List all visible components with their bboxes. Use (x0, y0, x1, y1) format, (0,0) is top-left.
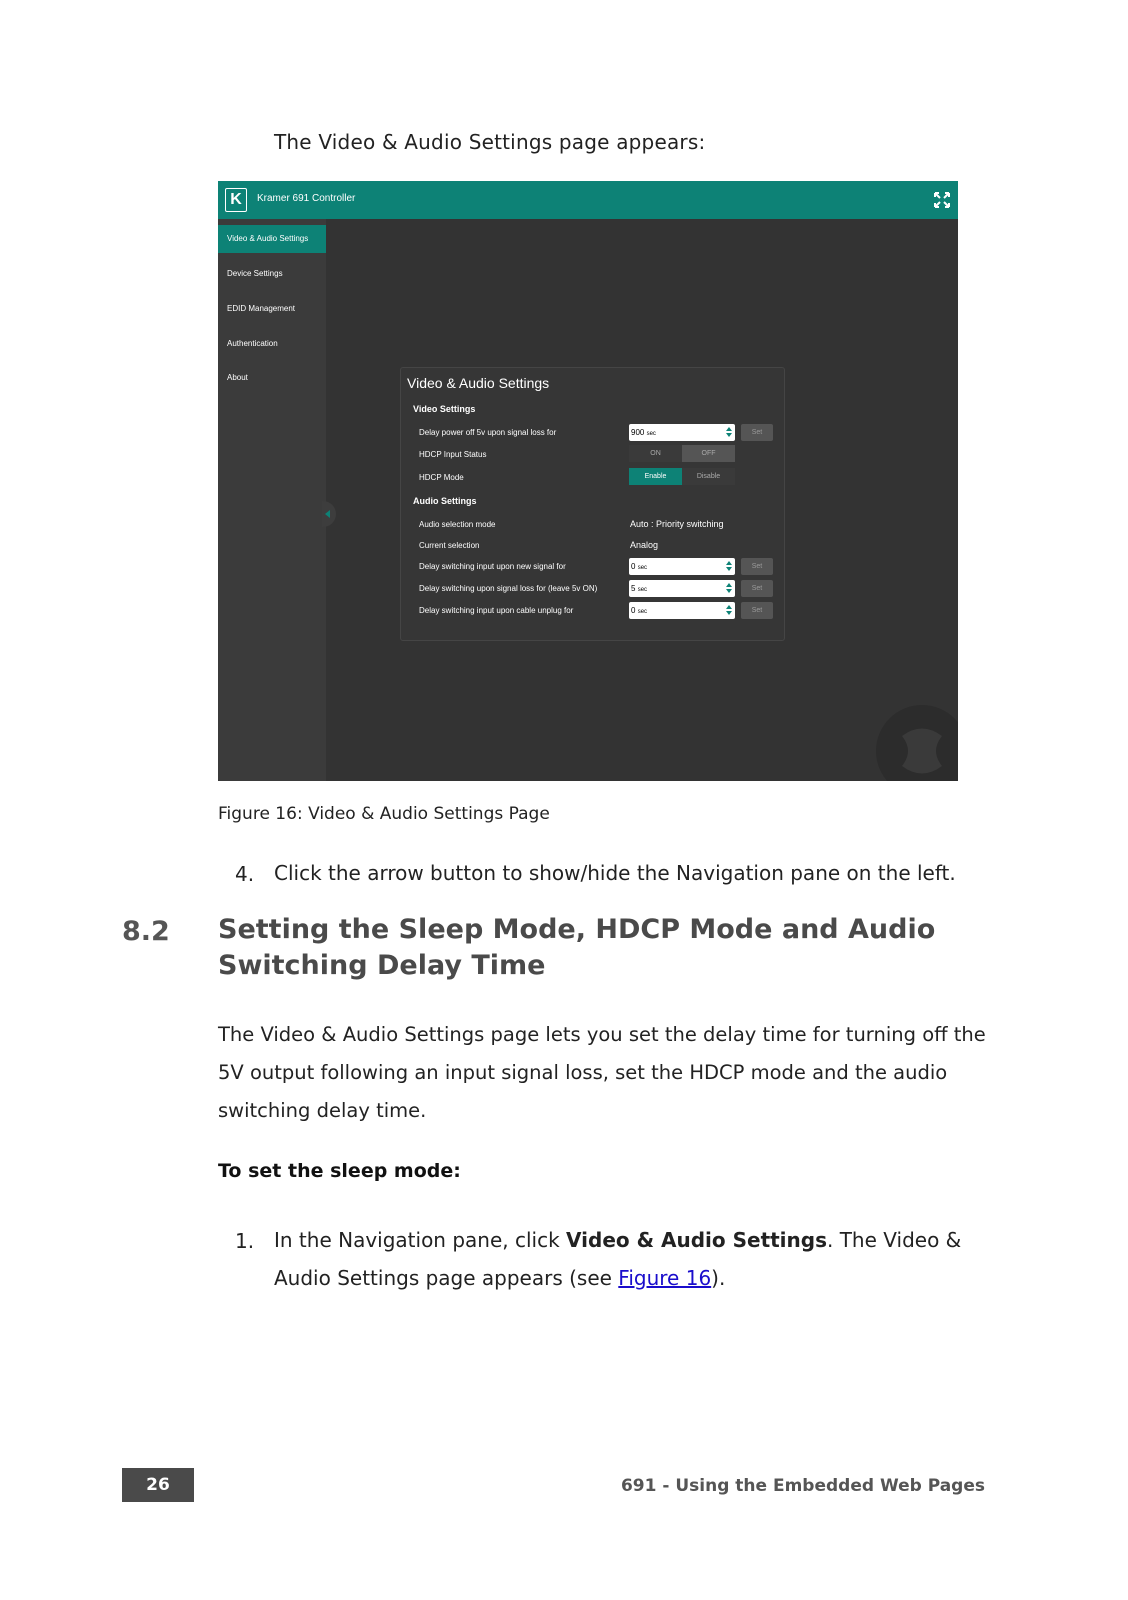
step-text-part: . The Video & Audio Settings page appears (see (274, 1228, 962, 1290)
input-unit: sec (637, 587, 648, 593)
spinner-icon[interactable] (726, 561, 732, 571)
set-button[interactable]: Set (741, 602, 773, 619)
page-number: 26 (122, 1468, 194, 1502)
hdcp-disable-button[interactable]: Disable (682, 468, 735, 485)
step-text (274, 1221, 994, 1297)
current-selection-value: Analog (630, 540, 659, 550)
input-value: 900 (631, 428, 645, 437)
navigation-pane (218, 219, 326, 781)
step-number: 1. (235, 1229, 255, 1253)
audio-selection-mode-label: Audio selection mode (419, 520, 496, 529)
status-on: ON (629, 445, 682, 462)
body-paragraph: The Video & Audio Settings page lets you set the delay time for turning off the 5V output following an input signal loss, set the HDCP mode and the audio switching delay time. (218, 1023, 986, 1122)
figure-link[interactable]: Figure 16 (618, 1266, 712, 1290)
app-title: Kramer 691 Controller (257, 193, 356, 204)
step-number: 4. (235, 862, 255, 886)
step-text-part: ). (711, 1266, 726, 1290)
nav-item-authentication[interactable]: Authentication (227, 339, 278, 348)
hdcp-mode-label: HDCP Mode (419, 473, 464, 482)
collapse-arrow-button[interactable] (322, 501, 336, 527)
step-text-part: In the Navigation pane, click (274, 1228, 567, 1252)
set-button[interactable]: Set (741, 580, 773, 597)
delay-power-off-input[interactable] (629, 424, 735, 441)
spinner-icon[interactable] (726, 605, 732, 615)
audio-selection-mode-value: Auto : Priority switching (630, 519, 724, 529)
delay-new-signal-label: Delay switching input upon new signal for (419, 562, 566, 571)
hdcp-input-status-label: HDCP Input Status (419, 450, 487, 459)
expand-icon[interactable] (934, 192, 950, 208)
nav-item-edid-management[interactable]: EDID Management (227, 304, 296, 313)
input-unit: sec (637, 609, 648, 615)
intro-text: The Video & Audio Settings page appears: (274, 130, 706, 154)
input-value: 0 (631, 606, 636, 615)
nav-item-about[interactable]: About (227, 373, 248, 382)
panel-title: Video & Audio Settings (407, 375, 550, 391)
input-unit: sec (646, 431, 656, 437)
hdcp-enable-button[interactable]: Enable (629, 468, 682, 485)
settings-panel (400, 367, 785, 641)
delay-signal-loss-label: Delay switching upon signal loss for (leave 5v ON) (419, 584, 598, 593)
nav-item-device-settings[interactable]: Device Settings (227, 269, 283, 278)
input-value: 0 (631, 562, 636, 571)
kramer-watermark-icon (872, 701, 958, 781)
delay-signal-loss-input[interactable] (629, 580, 735, 597)
delay-cable-unplug-input[interactable] (629, 602, 735, 619)
set-button[interactable]: Set (741, 558, 773, 575)
status-off: OFF (682, 445, 735, 462)
hdcp-mode-toggle[interactable] (629, 468, 735, 485)
delay-cable-unplug-label: Delay switching input upon cable unplug for (419, 606, 574, 615)
delay-new-signal-input[interactable] (629, 558, 735, 575)
app-header (218, 181, 958, 219)
screenshot-figure (218, 181, 958, 781)
section-number: 8.2 (122, 916, 170, 947)
current-selection-label: Current selection (419, 541, 480, 550)
step-text: Click the arrow button to show/hide the Navigation pane on the left. (274, 861, 956, 885)
hdcp-input-status-toggle (629, 445, 735, 462)
section-title: Setting the Sleep Mode, HDCP Mode and Audio Switching Delay Time (218, 914, 936, 981)
figure-caption: Figure 16: Video & Audio Settings Page (218, 804, 550, 824)
procedure-heading: To set the sleep mode: (218, 1160, 461, 1182)
spinner-icon[interactable] (726, 583, 732, 593)
audio-settings-heading: Audio Settings (413, 496, 477, 506)
input-unit: sec (637, 565, 648, 571)
footer-title: 691 - Using the Embedded Web Pages (620, 1476, 985, 1496)
ui-term: Video & Audio Settings (566, 1228, 827, 1252)
kramer-logo: K (225, 188, 247, 212)
spinner-icon[interactable] (726, 427, 732, 437)
set-button[interactable]: Set (741, 424, 773, 441)
delay-power-off-label: Delay power off 5v upon signal loss for (419, 428, 557, 437)
video-settings-heading: Video Settings (413, 404, 476, 414)
input-value: 5 (631, 584, 636, 593)
nav-item-video-audio-settings[interactable]: Video & Audio Settings (218, 225, 326, 253)
